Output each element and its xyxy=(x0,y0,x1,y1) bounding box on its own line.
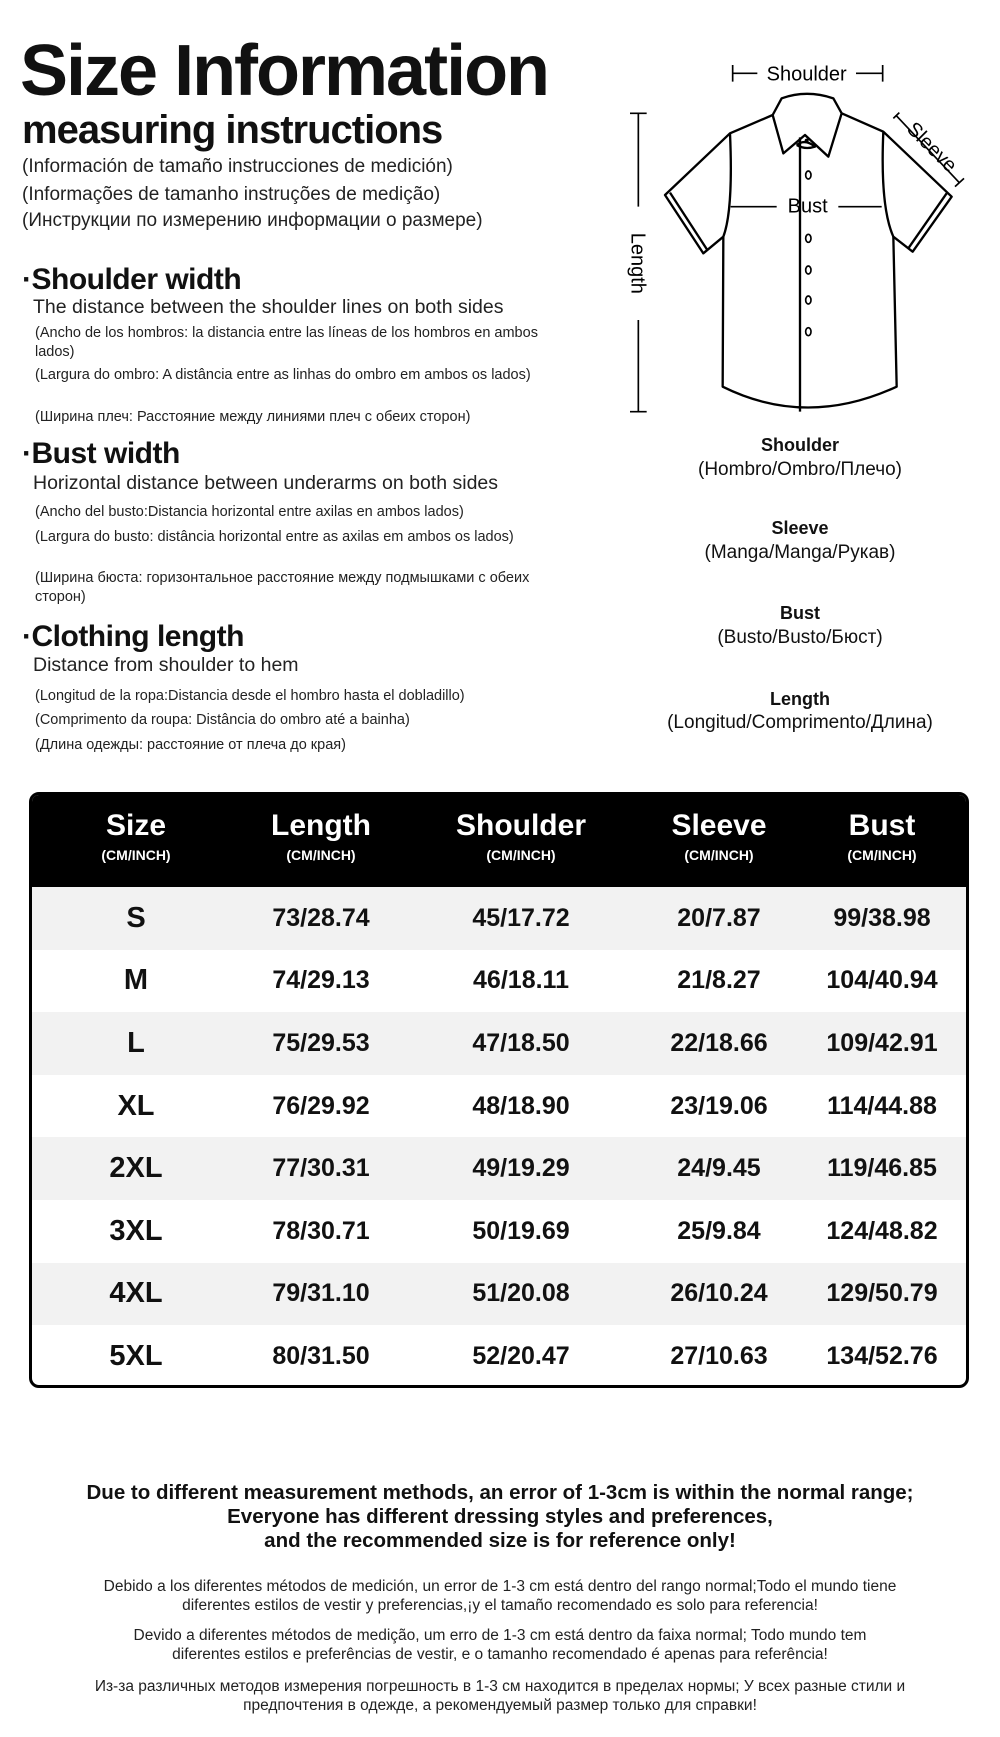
table-body xyxy=(32,887,966,1388)
measurement-cell: 21/8.27 xyxy=(677,966,761,995)
measurement-cell: 22/18.66 xyxy=(670,1028,768,1057)
table-row xyxy=(32,1012,966,1075)
disclaimer-ru: Из-за различных методов измерения погрешность в 1-3 см находится в пределах нормы; У всех разные стили и предпочтения в одежде, а рекомендуемый размер только для справки! xyxy=(94,1678,906,1714)
section-heading-bust: ·Bust width xyxy=(22,437,180,470)
measurement-cell: 48/18.90 xyxy=(472,1091,570,1120)
size-cell: 3XL xyxy=(109,1214,163,1247)
disclaimer-pt: Devido a diferentes métodos de medição, um erro de 1-3 cm está dentro da faixa normal; Todo mundo tem diferentes estilos e preferências de vestir, e o tamanho recomendado é apenas para referência! xyxy=(133,1627,867,1663)
measurement-cell: 45/17.72 xyxy=(472,903,570,932)
legend-term-length: Length xyxy=(770,689,830,709)
legend-term-sleeve: Sleeve xyxy=(771,518,829,538)
size-cell: 2XL xyxy=(109,1152,163,1185)
measurement-cell: 50/19.69 xyxy=(472,1216,570,1245)
page-subtitle: measuring instructions xyxy=(22,108,443,152)
measurement-cell: 52/20.47 xyxy=(472,1341,570,1370)
size-cell: M xyxy=(123,964,149,997)
legend-term-bust: Bust xyxy=(780,603,820,623)
legend-translation: (Hombro/Ombro/Плечо) xyxy=(698,459,902,480)
measurement-cell: 27/10.63 xyxy=(670,1341,768,1370)
section-note: (Largura do busto: distância horizontal entre as axilas em ambos os lados) xyxy=(35,529,514,545)
section-note: (Longitud de la ropa:Distancia desde el hombro hasta el dobladillo) xyxy=(35,688,465,704)
section-note: (Ancho del busto:Distancia horizontal entre axilas en ambos lados) xyxy=(35,504,464,520)
diagram-label-bust: Bust xyxy=(787,195,828,218)
disclaimer-line: Due to different measurement methods, an error of 1-3cm is within the normal range; xyxy=(86,1481,914,1504)
table-row xyxy=(32,1200,966,1263)
measurement-cell: 114/44.88 xyxy=(827,1091,937,1120)
column-header-length: Length (CM/INCH) xyxy=(271,809,371,863)
section-note: (Длина одежды: расстояние от плеча до края) xyxy=(35,737,346,753)
measurement-cell: 129/50.79 xyxy=(826,1279,938,1308)
disclaimer-line: and the recommended size is for reference only! xyxy=(264,1529,736,1552)
column-header-shoulder: Shoulder (CM/INCH) xyxy=(455,809,586,863)
measurement-cell: 119/46.85 xyxy=(827,1154,937,1183)
measurement-cell: 75/29.53 xyxy=(272,1028,370,1057)
measurement-cell: 74/29.13 xyxy=(272,966,370,995)
measurement-cell: 134/52.76 xyxy=(826,1341,938,1370)
column-header-bust: Bust (CM/INCH) xyxy=(847,809,917,863)
measurement-cell: 47/18.50 xyxy=(472,1028,570,1057)
measurement-cell: 23/19.06 xyxy=(670,1091,768,1120)
section-note: (Ancho de los hombros: la distancia entre las líneas de los hombros en ambos lados) xyxy=(35,325,538,360)
measurement-cell: 79/31.10 xyxy=(272,1279,370,1308)
measurement-cell: 77/30.31 xyxy=(272,1154,370,1183)
section-note: (Ширина бюста: горизонтальное расстояние между подмышками с обеих сторон) xyxy=(35,570,530,605)
table-header xyxy=(32,795,966,887)
legend-translation: (Manga/Manga/Рукав) xyxy=(704,542,896,563)
section-description: Distance from shoulder to hem xyxy=(33,654,299,676)
section-note: (Comprimento da roupa: Distância do ombro até a bainha) xyxy=(35,712,410,728)
measurement-cell: 46/18.11 xyxy=(473,966,569,995)
section-heading-shoulder: ·Shoulder width xyxy=(22,263,242,296)
title-translation-es: (Información de tamaño instrucciones de medición) xyxy=(22,156,453,177)
table-row xyxy=(32,1263,966,1326)
size-cell: 4XL xyxy=(109,1277,163,1310)
size-cell: 5XL xyxy=(109,1339,163,1372)
section-note: (Ширина плеч: Расстояние между линиями плеч с обеих сторон) xyxy=(35,409,471,425)
size-cell: S xyxy=(126,901,146,934)
measurement-cell: 78/30.71 xyxy=(272,1216,370,1245)
column-header-sleeve: Sleeve (CM/INCH) xyxy=(671,809,767,863)
measurement-cell: 26/10.24 xyxy=(670,1279,768,1308)
disclaimer-es: Debido a los diferentes métodos de medición, un error de 1-3 cm está dentro del rango normal;Todo el mundo tiene diferentes estilos de vestir y preferencias,¡y el tamaño recomendado es solo para referencia! xyxy=(103,1578,897,1614)
measurement-cell: 20/7.87 xyxy=(677,903,761,932)
measurement-cell: 25/9.84 xyxy=(677,1216,761,1245)
size-table xyxy=(29,792,969,1388)
table-row xyxy=(32,887,966,950)
disclaimer-line: Everyone has different dressing styles and preferences, xyxy=(227,1505,773,1528)
measurement-cell: 76/29.92 xyxy=(272,1091,370,1120)
measurement-cell: 49/19.29 xyxy=(472,1154,570,1183)
measurement-cell: 124/48.82 xyxy=(826,1216,938,1245)
column-header-size: Size (CM/INCH) xyxy=(101,809,171,863)
section-description: Horizontal distance between underarms on both sides xyxy=(33,472,499,494)
measurement-cell: 24/9.45 xyxy=(677,1154,761,1183)
size-cell: XL xyxy=(117,1089,155,1122)
diagram-label-shoulder: Shoulder xyxy=(766,63,847,86)
section-note: (Largura do ombro: A distância entre as linhas do ombro em ambos os lados) xyxy=(35,367,531,383)
measurement-cell: 104/40.94 xyxy=(826,966,938,995)
size-cell: L xyxy=(127,1026,145,1059)
measurement-cell: 73/28.74 xyxy=(272,903,370,932)
title-translation-pt: (Informações de tamanho instruções de medição) xyxy=(22,184,441,205)
section-description: The distance between the shoulder lines on both sides xyxy=(33,296,504,318)
title-translation-ru: (Инструкции по измерению информации о размере) xyxy=(22,210,483,231)
diagram-label-length: Length xyxy=(626,232,649,294)
measurement-cell: 51/20.08 xyxy=(472,1279,570,1308)
legend-translation: (Busto/Busto/Бюст) xyxy=(717,627,883,648)
table-row xyxy=(32,1075,966,1138)
table-row xyxy=(32,1325,966,1388)
page-title: Size Information xyxy=(20,31,549,111)
measurement-cell: 80/31.50 xyxy=(272,1341,370,1370)
legend-translation: (Longitud/Comprimento/Длина) xyxy=(667,712,933,733)
measurement-cell: 99/38.98 xyxy=(833,903,931,932)
shirt-diagram xyxy=(620,50,1000,420)
legend-term-shoulder: Shoulder xyxy=(760,435,839,455)
measurement-cell: 109/42.91 xyxy=(826,1028,938,1057)
section-heading-length: ·Clothing length xyxy=(22,620,244,653)
table-row xyxy=(32,950,966,1013)
table-row xyxy=(32,1137,966,1200)
diagram-label-sleeve: Sleeve xyxy=(902,118,961,177)
